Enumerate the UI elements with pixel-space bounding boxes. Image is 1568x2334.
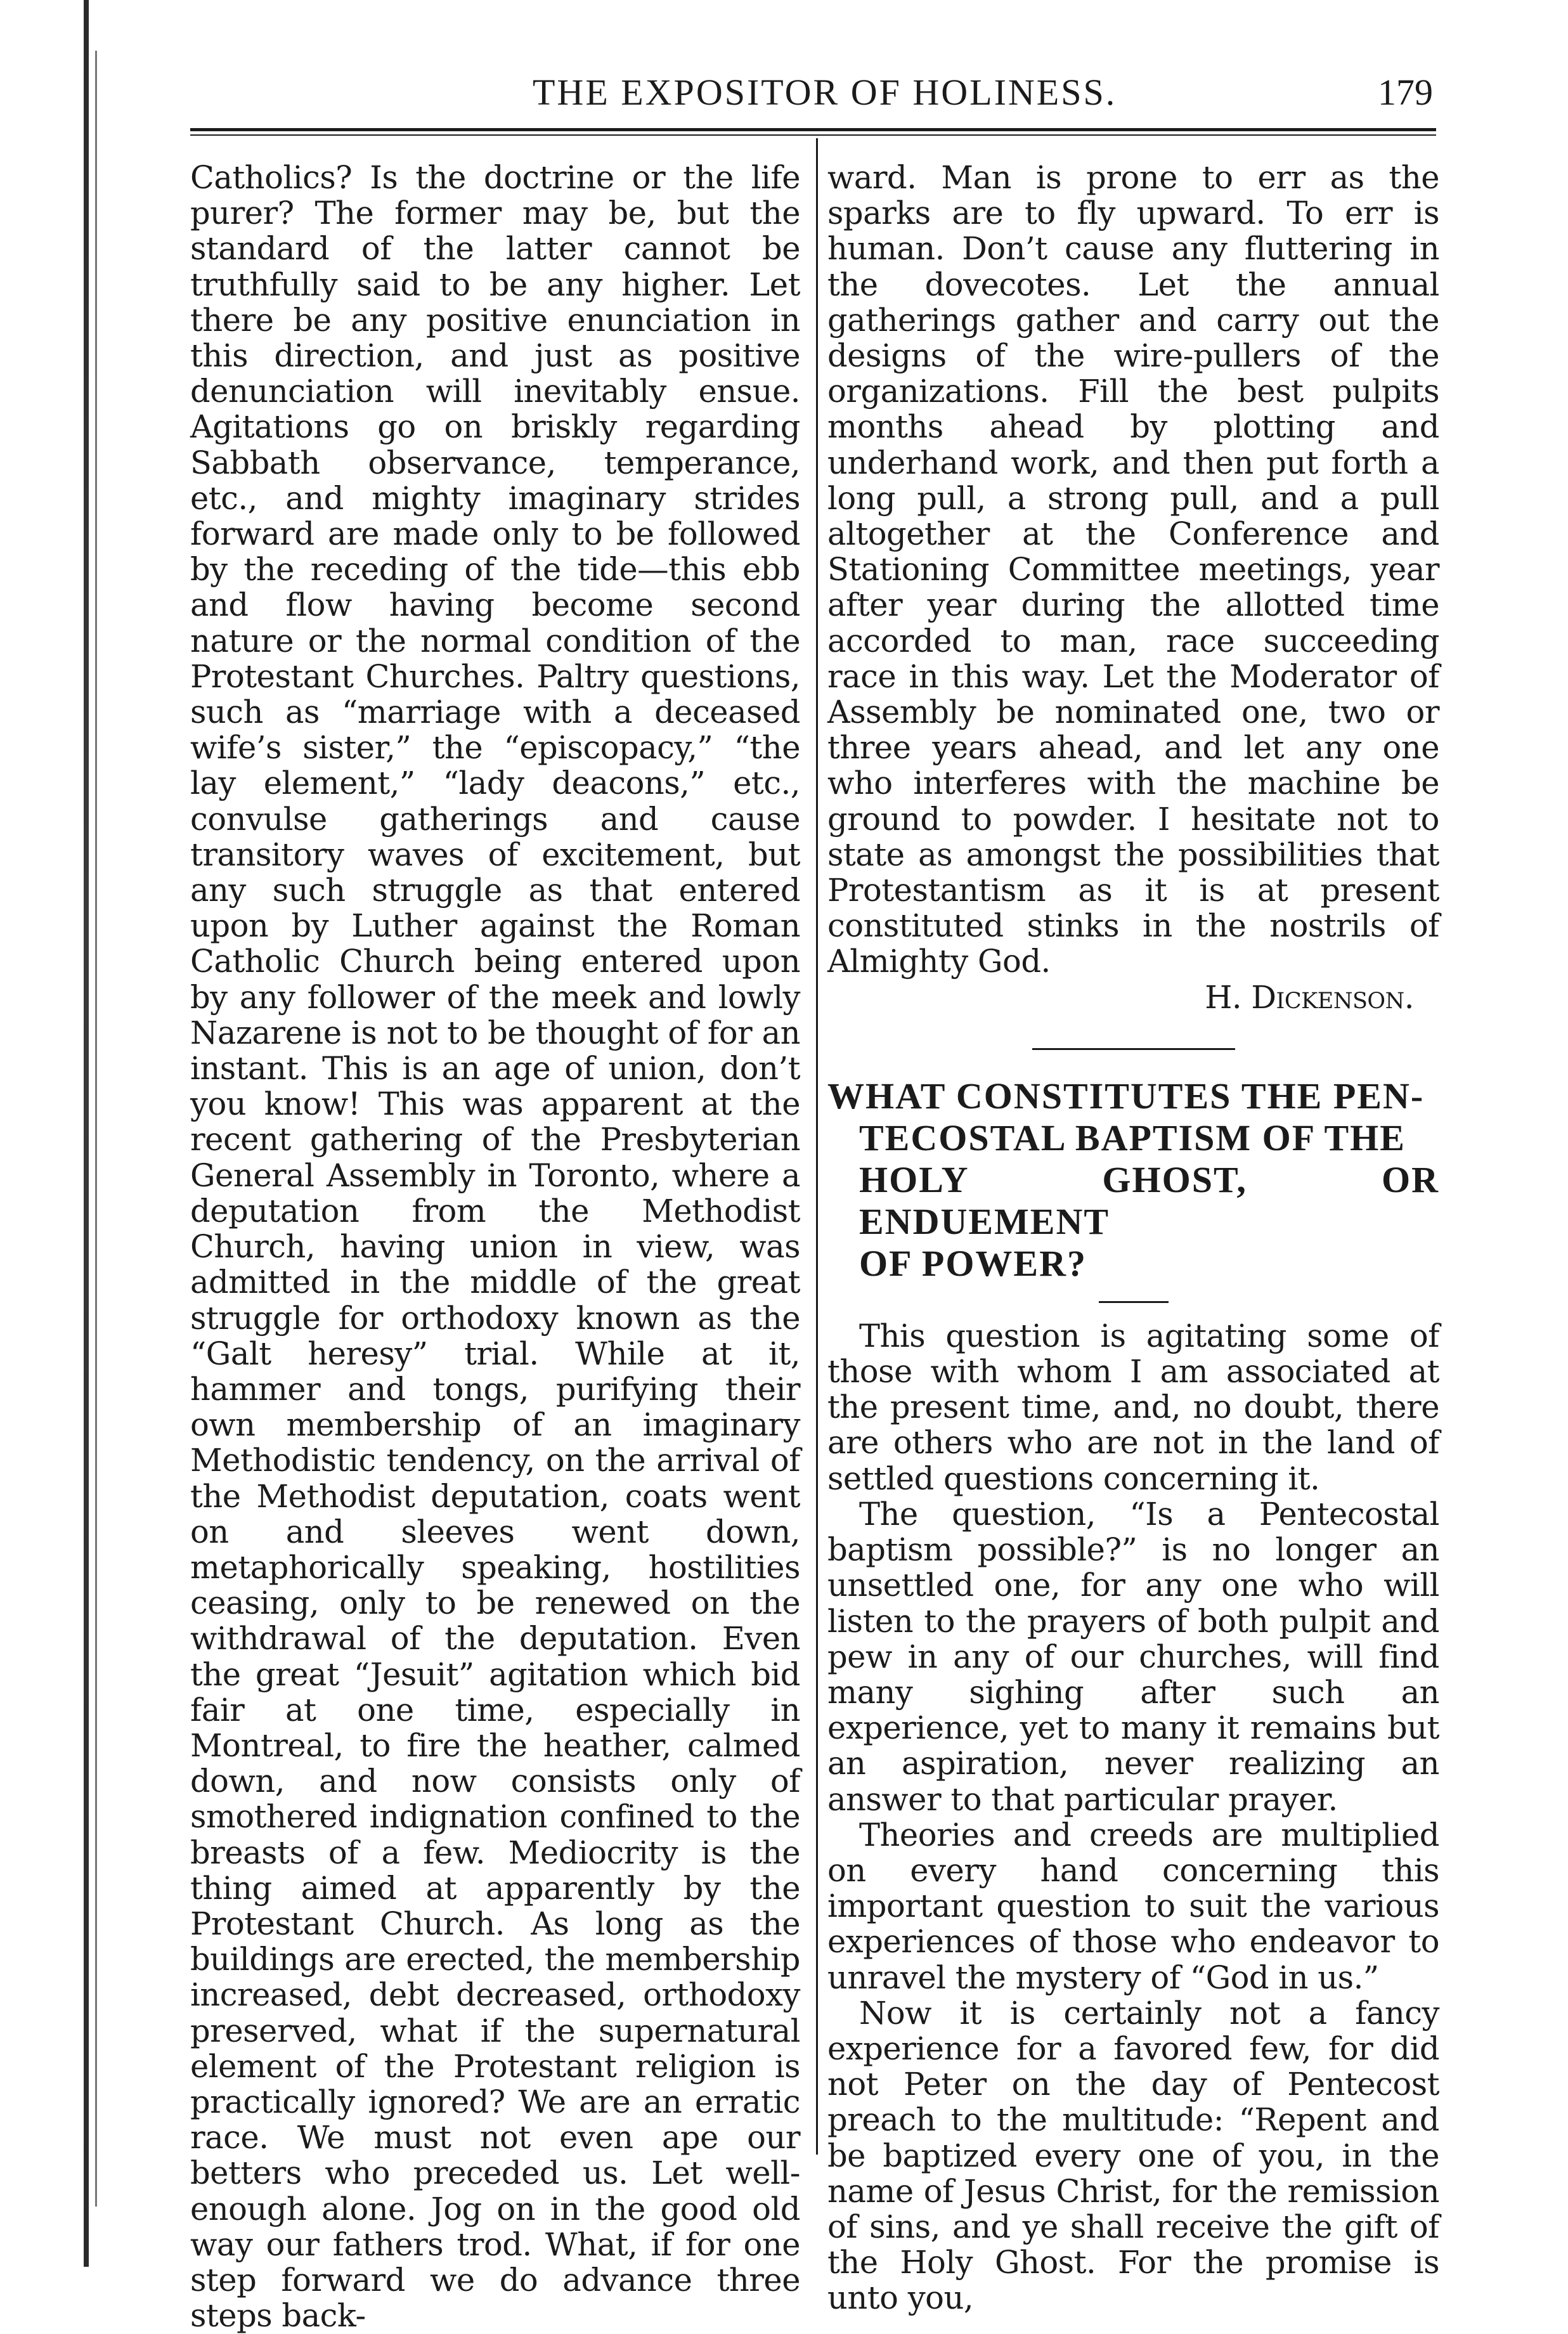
author-signature: H. Dickenson.	[1205, 978, 1414, 1016]
heading-line: WHAT CONSTITUTES THE PEN-	[827, 1075, 1425, 1117]
scan-edge-shadow	[95, 51, 97, 2207]
article-heading	[827, 1075, 1439, 1285]
article-paragraph: Now it is certainly not a fancy experience for a favored few, for did not Peter on the day of Pentecost preach to the multitude: “Repent and be baptized every one of you, in the name of Jesus Christ, for the remission of sins, and ye shall receive the gift of the Holy Ghost. For the promise is unto you,	[827, 1994, 1439, 2317]
continued-paragraph: ward. Man is prone to err as the sparks are to fly upward. To err is human. Don’t cause any fluttering in the dovecotes. Let the annual gatherings gather and carry out the designs of the wire-pullers of the organizations. Fill the best pulpits months ahead by plotting and underhand work, and then put forth a long pull, a strong pull, and a pull altogether at the Conference and Stationing Committee meetings, year after year during the allotted time accorded to man, race succeeding race in this way. Let the Moderator of Assembly be nominated one, two or three years ahead, and let any one who interferes with the machine be ground to powder. I hesitate not to state as amongst the possibilities that Protestantism as it is at present constituted stinks in the nostrils of Almighty God.	[827, 159, 1439, 980]
heading-line: TECOSTAL BAPTISM OF THE	[859, 1117, 1406, 1158]
article-paragraph: Theories and creeds are multiplied on every hand concerning this important question to suit the various experiences of those who endeavor to unravel the mystery of “God in us.”	[827, 1816, 1439, 1996]
heading-line: OF POWER?	[859, 1242, 1087, 1284]
article-separator	[1032, 1048, 1235, 1050]
running-header	[190, 71, 1439, 122]
left-column-paragraph: Catholics? Is the doctrine or the life purer? The former may be, but the standard of the latter cannot be truthfully said to be any higher. Let there be any positive enunciation in this direction, and just as positive denunciation will inevitably ensue. Agitations go on briskly regarding Sabbath observance, temperance, etc., and mighty imaginary strides forward are made only to be followed by the receding of the tide—this ebb and flow having become second nature or the normal condition of the Protestant Churches. Paltry questions, such as “marriage with a deceased wife’s sister,” the “episcopacy,” “the lay element,” “lady deacons,” etc., convulse gatherings and cause transitory waves of excitement, but any such struggle as that entered upon by Luther against the Roman Catholic Church being entered upon by any follower of the meek and lowly Nazarene is not to be thought of for an instant. This is an age of union, don’t you know! This was apparent at the recent gathering of the Presbyterian General Assembly in Toronto, where a deputation from the Methodist Church, having union in view, was admitted in the middle of the great struggle for orthodoxy known as the “Galt heresy” trial. While at it, hammer and tongs, purifying their own membership of an imaginary Methodistic tendency, on the arrival of the Methodist deputation, coats went on and sleeves went down, metaphorically speaking, hostilities ceasing, only to be renewed on the withdrawal of the deputation. Even the great “Jesuit” agitation which bid fair at one time, especially in Montreal, to fire the heather, calmed down, and now consists only of smothered indignation confined to the breasts of a few. Mediocrity is the thing aimed at apparently by the Protestant Church. As long as the buildings are erected, the membership increased, debt decreased, orthodoxy preserved, what if the supernatural element of the Protestant religion is practically ignored? We are an erratic race. We must not even ape our betters who preceded us. Let well-enough alone. Jog on in the good old way our fathers trod. What, if for one step forward we do advance three steps back-	[190, 159, 800, 2334]
article-paragraph: The question, “Is a Pentecostal baptism possible?” is no longer an unsettled one, for any one who will listen to the prayers of both pulpit and pew in any of our churches, will find many sighing after such an experience, yet to many it remains but an aspiration, never realizing an answer to that particular prayer.	[827, 1495, 1439, 1818]
heading-separator	[1099, 1301, 1169, 1303]
right-column	[827, 160, 1439, 2316]
header-rule-thin	[190, 134, 1436, 136]
scan-edge-mark	[84, 0, 89, 2267]
page-number: 179	[1378, 72, 1433, 113]
column-divider	[816, 138, 818, 2155]
left-column	[190, 160, 800, 2333]
heading-line: HOLY GHOST, OR ENDUEMENT	[859, 1158, 1439, 1242]
journal-title: THE EXPOSITOR OF HOLINESS.	[533, 72, 1117, 113]
header-rule-thick	[190, 128, 1436, 131]
article-paragraph: This question is agitating some of those with whom I am associated at the present time, and, no doubt, there are others who are not in the land of settled questions concerning it.	[827, 1317, 1439, 1497]
